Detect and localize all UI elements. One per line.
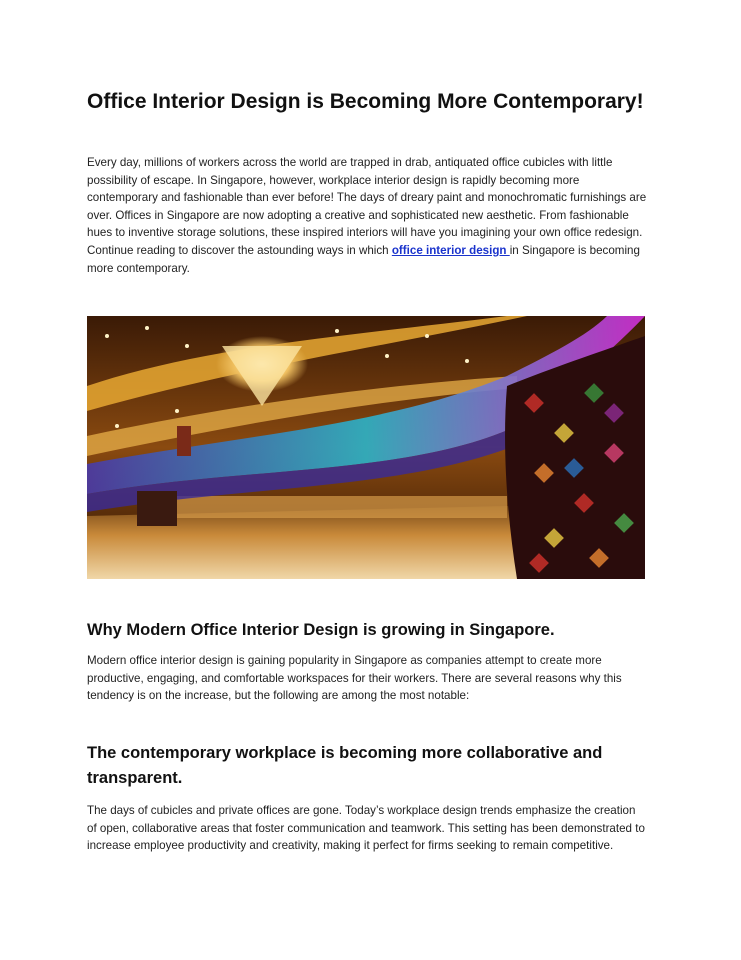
- section-body-collaborative: The days of cubicles and private offices are gone. Today’s workplace design trends emphasize the creation of open, collaborative areas that foster communication and teamwork. This setting has been demonstrated to increase employee productivity and creativity, making it perfect for firms seeking to remain competitive.: [87, 804, 645, 853]
- section-heading-why-modern: Why Modern Office Interior Design is growing in Singapore.: [87, 621, 555, 639]
- section-body-why-modern: Modern office interior design is gaining popularity in Singapore as companies attempt to create more productive, engaging, and comfortable workspaces for their workers. There are several reasons why this tendency is on the increase, but the following are among the most notable:: [87, 654, 622, 703]
- intro-paragraph: [87, 154, 647, 277]
- section-heading-collaborative: The contemporary workplace is becoming more collaborative and transparent.: [87, 744, 603, 787]
- intro-text: Every day, millions of workers across the world are trapped in drab, antiquated office cubicles with little possibility of escape. In Singapore, however, workplace interior design is rapidly becoming more contemporary and fashionable than ever before! The days of dreary paint and monochromatic furnishings are over. Offices in Singapore are now adopting a creative and sophisticated new aesthetic. From fashionable hues to inventive storage solutions, these inspired interiors will have you imagining your own office redesign. Continue reading to discover the astounding ways in which: [87, 156, 647, 257]
- lobby-photo-illustration: [87, 316, 645, 579]
- intro-tail-text: in Singapore is becoming more contemporary.: [87, 243, 640, 275]
- page-title: Office Interior Design is Becoming More Contemporary!: [87, 90, 644, 113]
- office-interior-design-link[interactable]: office interior design: [391, 243, 510, 257]
- lobby-photo: [87, 316, 645, 579]
